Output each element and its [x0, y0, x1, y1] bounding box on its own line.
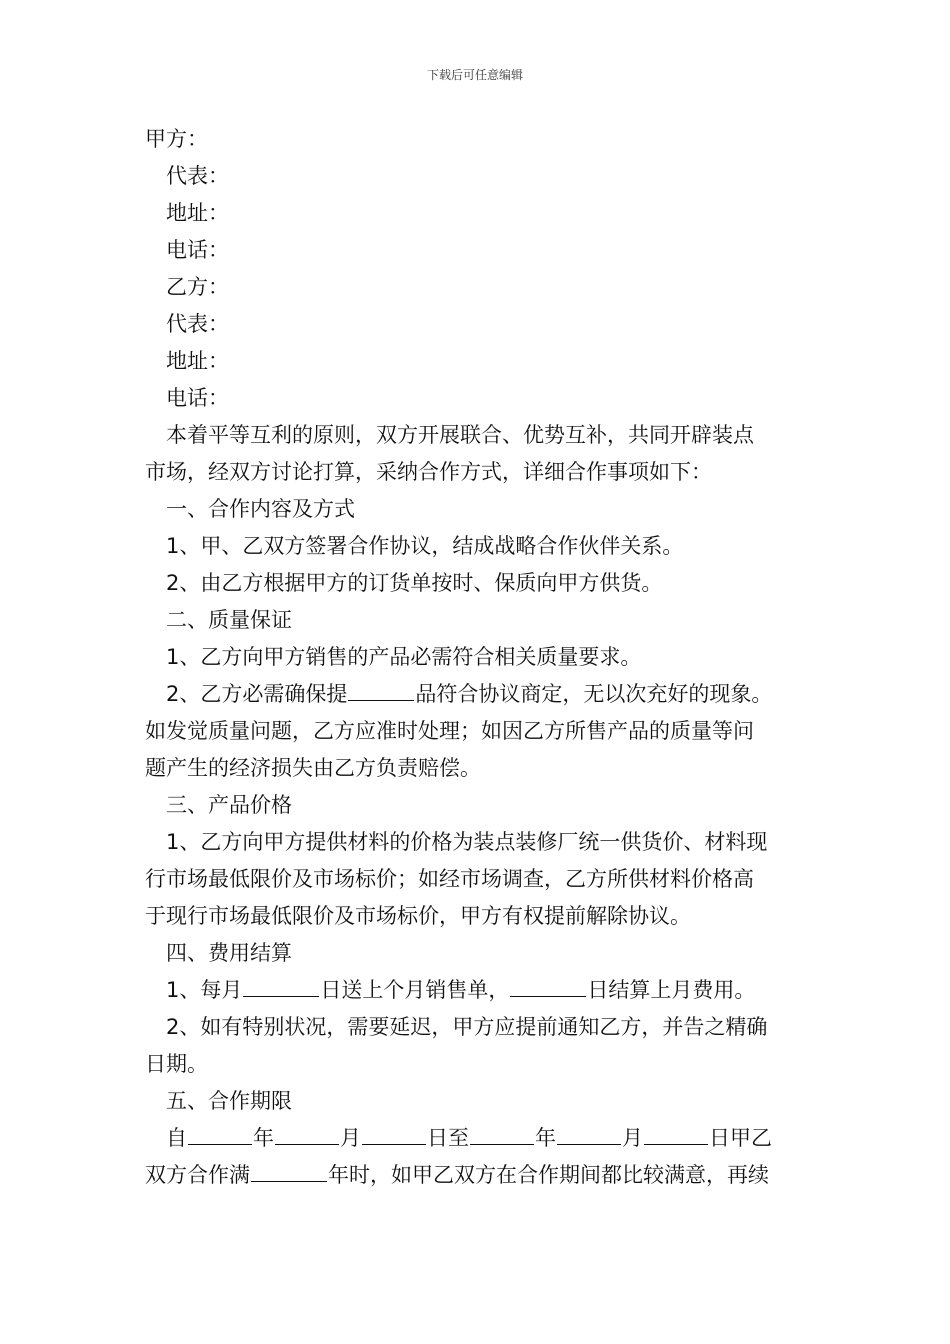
party-b-label: 乙方：: [166, 275, 229, 299]
period-line-2-end: 年时，如甲乙双方在合作期间都比较满意，再续: [328, 1163, 769, 1187]
section-4-item-1-start: 1、每月: [166, 978, 243, 1002]
section-2-item-2-start: 2、乙方必需确保提: [166, 682, 348, 706]
section-2-item-2-end: 品符合协议商定，无以次充好的现象。: [415, 682, 773, 706]
fill-in-blank[interactable]: [243, 974, 319, 997]
section-5-period-line-2: [145, 1157, 815, 1194]
period-line-2-start: 双方合作满: [145, 1163, 250, 1187]
fill-in-blank[interactable]: [470, 1122, 534, 1145]
section-3-item-1-line-3: 于现行市场最低限价及市场标价，甲方有权提前解除协议。: [145, 904, 691, 928]
party-a-address: 地址：: [166, 201, 229, 225]
section-1-item-1: 1、甲、乙双方签署合作协议，结成战略合作伙伴关系。: [166, 534, 684, 558]
fill-in-blank[interactable]: [275, 1122, 339, 1145]
section-5-period-line-1: [145, 1120, 815, 1157]
section-4-item-1: [145, 972, 815, 1009]
section-2-item-2-line-2: 如发觉质量问题，乙方应准时处理；如因乙方所售产品的质量等问: [145, 719, 754, 743]
party-a-label: 甲方：: [145, 127, 208, 151]
section-1-title: 一、合作内容及方式: [166, 497, 355, 521]
party-a-representative: 代表：: [166, 164, 229, 188]
intro-line-1: 本着平等互利的原则，双方开展联合、优势互补，共同开辟装点: [166, 423, 754, 447]
page-header-note: 下载后可任意编辑: [426, 68, 523, 82]
section-2-title: 二、质量保证: [166, 608, 292, 632]
section-3-item-1-line-2: 行市场最低限价及市场标价；如经市场调查，乙方所供材料价格高: [145, 867, 754, 891]
section-1-item-2: 2、由乙方根据甲方的订货单按时、保质向甲方供货。: [166, 571, 663, 595]
party-b-address: 地址：: [166, 349, 229, 373]
period-year-2: 年: [535, 1126, 556, 1150]
section-5-title: 五、合作期限: [166, 1089, 292, 1113]
section-3-item-1-line-1: 1、乙方向甲方提供材料的价格为装点装修厂统一供货价、材料现: [166, 830, 768, 854]
period-month-2: 月: [622, 1126, 643, 1150]
section-4-item-1-end: 日结算上月费用。: [587, 978, 756, 1002]
fill-in-blank[interactable]: [348, 678, 414, 701]
fill-in-blank[interactable]: [362, 1122, 426, 1145]
party-b-phone: 电话：: [166, 386, 229, 410]
fill-in-blank[interactable]: [644, 1122, 708, 1145]
party-a-phone: 电话：: [166, 238, 229, 262]
contract-body: [145, 121, 815, 1194]
intro-line-2: 市场，经双方讨论打算，采纳合作方式，详细合作事项如下：: [145, 460, 712, 484]
fill-in-blank[interactable]: [251, 1159, 327, 1182]
section-2-item-2-line-3: 题产生的经济损失由乙方负责赔偿。: [145, 756, 481, 780]
section-2-item-2: [145, 676, 815, 713]
period-to: 日至: [427, 1126, 469, 1150]
fill-in-blank[interactable]: [510, 974, 586, 997]
section-2-item-1: 1、乙方向甲方销售的产品必需符合相关质量要求。: [166, 645, 642, 669]
fill-in-blank[interactable]: [188, 1122, 252, 1145]
period-year: 年: [253, 1126, 274, 1150]
section-3-title: 三、产品价格: [166, 793, 292, 817]
period-from: 自: [166, 1126, 187, 1150]
section-4-item-2-line-2: 日期。: [145, 1052, 208, 1076]
period-end: 日甲乙: [709, 1126, 772, 1150]
section-4-title: 四、费用结算: [166, 941, 292, 965]
section-4-item-2-line-1: 2、如有特别状况，需要延迟，甲方应提前通知乙方，并告之精确: [166, 1015, 768, 1039]
period-month: 月: [340, 1126, 361, 1150]
fill-in-blank[interactable]: [557, 1122, 621, 1145]
party-b-representative: 代表：: [166, 312, 229, 336]
section-4-item-1-middle: 日送上个月销售单，: [320, 978, 510, 1002]
